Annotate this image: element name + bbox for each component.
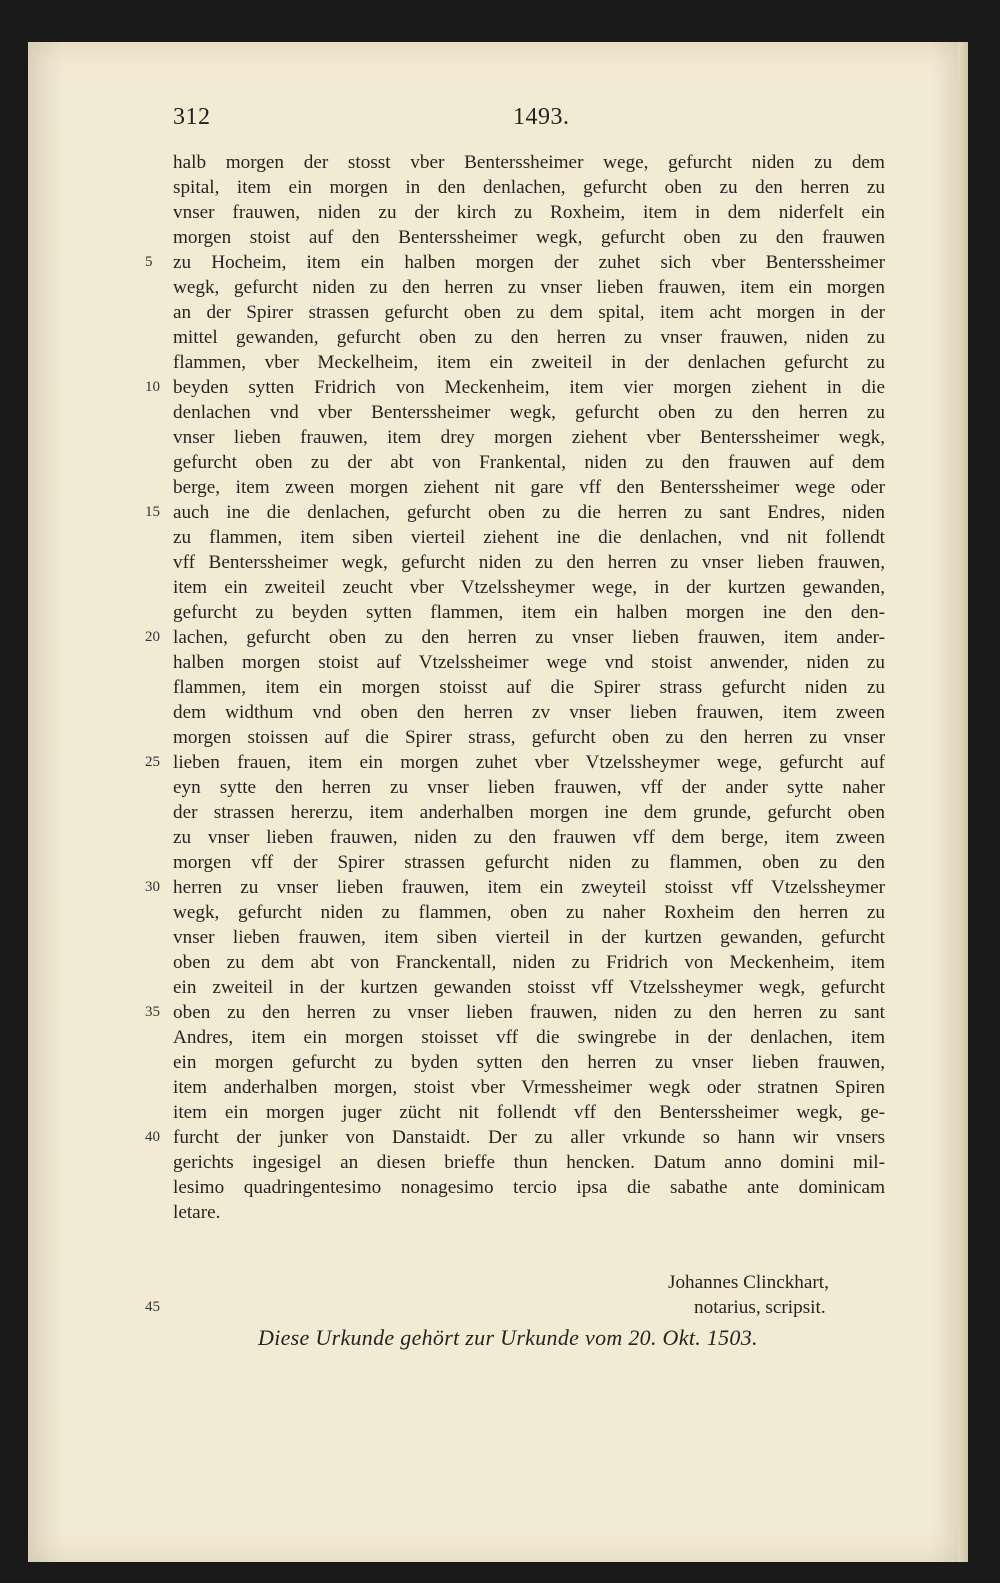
line-number: 25 — [145, 754, 160, 770]
text-line-content: ein zweiteil in der kurtzen gewanden stoisst vff Vtzelssheymer wegk, gefurcht — [173, 977, 885, 998]
text-line-content: zu Hocheim, item ein halben morgen der zuhet sich vber Benterssheimer — [173, 252, 885, 273]
text-line — [173, 1100, 885, 1125]
text-line-content: lachen, gefurcht oben zu den herren zu vnser lieben frauwen, item ander- — [173, 627, 885, 648]
text-line-content: Andres, item ein morgen stoisset vff die swingrebe in der denlachen, item — [173, 1027, 885, 1048]
text-line-content: item anderhalben morgen, stoist vber Vrmessheimer wegk oder stratnen Spiren — [173, 1077, 885, 1098]
text-line-content: flammen, item ein morgen stoisst auf die Spirer strass gefurcht niden zu — [173, 677, 885, 698]
text-line-content: flammen, vber Meckelheim, item ein zweiteil in der denlachen gefurcht zu — [173, 352, 885, 373]
line-number: 45 — [145, 1299, 160, 1315]
text-line — [145, 375, 885, 400]
editorial-note: Diese Urkunde gehört zur Urkunde vom 20. Okt. 1503. — [258, 1325, 758, 1350]
text-line-content: auch ine die denlachen, gefurcht oben zu die herren zu sant Endres, niden — [173, 502, 885, 523]
body-text — [145, 150, 885, 1225]
text-line-content: dem widthum vnd oben den herren zv vnser lieben frauwen, item zween — [173, 702, 885, 723]
text-line-content: herren zu vnser lieben frauwen, item ein zweyteil stoisst vff Vtzelssheymer — [173, 877, 885, 898]
page-number: 312 — [173, 104, 211, 130]
text-line-content: lieben frauen, item ein morgen zuhet vber Vtzelssheymer wege, gefurcht auf — [173, 752, 885, 773]
text-line — [173, 275, 885, 300]
signature-title-line — [145, 1295, 885, 1320]
text-line — [173, 650, 885, 675]
text-line — [173, 600, 885, 625]
text-line — [173, 450, 885, 475]
header-year: 1493. — [513, 104, 570, 130]
text-line-content: zu vnser lieben frauwen, niden zu den frauwen vff dem berge, item zween — [173, 827, 885, 848]
text-line-content: denlachen vnd vber Benterssheimer wegk, gefurcht oben zu den herren zu — [173, 402, 885, 423]
text-line — [173, 175, 885, 200]
text-line-content: morgen stoissen auf die Spirer strass, gefurcht oben zu den herren zu vnser — [173, 727, 885, 748]
text-line — [173, 400, 885, 425]
text-line — [145, 500, 885, 525]
text-line — [173, 575, 885, 600]
page-header — [173, 104, 733, 134]
line-number: 15 — [145, 504, 160, 520]
text-line-content: wegk, gefurcht niden zu den herren zu vnser lieben frauwen, item ein morgen — [173, 277, 885, 298]
text-line-content: halben morgen stoist auf Vtzelssheimer wege vnd stoist anwender, niden zu — [173, 652, 885, 673]
text-line-content: spital, item ein morgen in den denlachen, gefurcht oben zu den herren zu — [173, 177, 885, 198]
line-number: 10 — [145, 379, 160, 395]
line-number: 20 — [145, 629, 160, 645]
text-line — [173, 200, 885, 225]
text-line-content: mittel gewanden, gefurcht oben zu den herren zu vnser frauwen, niden zu — [173, 327, 885, 348]
text-line — [173, 150, 885, 175]
text-line — [173, 775, 885, 800]
line-number: 30 — [145, 879, 160, 895]
text-line — [173, 800, 885, 825]
text-line-content: vnser lieben frauwen, item drey morgen ziehent vber Benterssheimer wegk, — [173, 427, 885, 448]
text-line — [173, 675, 885, 700]
text-line-content: item ein morgen juger zücht nit follendt vff den Benterssheimer wegk, ge- — [173, 1102, 885, 1123]
text-line — [145, 250, 885, 275]
text-line — [145, 750, 885, 775]
text-line-content: eyn sytte den herren zu vnser lieben frauwen, vff der ander sytte naher — [173, 777, 885, 798]
text-line-content: der strassen hererzu, item anderhalben morgen ine dem grunde, gefurcht oben — [173, 802, 885, 823]
text-line-content: gefurcht oben zu der abt von Frankental, niden zu den frauwen auf dem — [173, 452, 885, 473]
text-line-content: vnser frauwen, niden zu der kirch zu Roxheim, item in dem niderfelt ein — [173, 202, 885, 223]
text-line-content: an der Spirer strassen gefurcht oben zu dem spital, item acht morgen in der — [173, 302, 885, 323]
line-number: 35 — [145, 1004, 160, 1020]
text-line — [173, 350, 885, 375]
text-line — [173, 425, 885, 450]
text-line — [145, 1125, 885, 1150]
text-line — [173, 1175, 885, 1200]
text-line — [173, 950, 885, 975]
text-line — [173, 1050, 885, 1075]
text-line-content: lesimo quadringentesimo nonagesimo tercio ipsa die sabathe ante dominicam — [173, 1177, 885, 1198]
signature-block — [145, 1270, 885, 1320]
signature-title: notarius, scripsit. — [694, 1297, 826, 1318]
text-line-content: gerichts ingesigel an diesen brieffe thun hencken. Datum anno domini mil- — [173, 1152, 885, 1173]
text-line — [173, 325, 885, 350]
text-line-content: oben zu den herren zu vnser lieben frauwen, niden zu den herren zu sant — [173, 1002, 885, 1023]
text-line-content: oben zu dem abt von Franckentall, niden zu Fridrich von Meckenheim, item — [173, 952, 885, 973]
text-line — [173, 525, 885, 550]
text-line — [173, 300, 885, 325]
text-line-content: item ein zweiteil zeucht vber Vtzelssheymer wege, in der kurtzen gewanden, — [173, 577, 885, 598]
text-line-content: morgen stoist auf den Benterssheimer wegk, gefurcht oben zu den frauwen — [173, 227, 885, 248]
text-line — [173, 850, 885, 875]
text-line — [173, 975, 885, 1000]
text-line — [173, 825, 885, 850]
text-line — [145, 875, 885, 900]
text-line-content: vnser lieben frauwen, item siben vierteil in der kurtzen gewanden, gefurcht — [173, 927, 885, 948]
text-line — [173, 225, 885, 250]
text-line — [173, 1200, 885, 1225]
line-number: 40 — [145, 1129, 160, 1145]
text-line-content: gefurcht zu beyden sytten flammen, item ein halben morgen ine den den- — [173, 602, 885, 623]
text-line-content: letare. — [173, 1202, 221, 1223]
signature-name-line — [173, 1270, 885, 1295]
text-line-content: furcht der junker von Danstaidt. Der zu aller vrkunde so hann wir vnsers — [173, 1127, 885, 1148]
text-line — [173, 700, 885, 725]
text-line — [173, 725, 885, 750]
text-line — [173, 1150, 885, 1175]
page-edge — [958, 42, 968, 1562]
text-line-content: halb morgen der stosst vber Benterssheimer wege, gefurcht niden zu dem — [173, 152, 885, 173]
text-line — [145, 1000, 885, 1025]
line-number: 5 — [145, 254, 153, 270]
text-line-content: zu flammen, item siben vierteil ziehent ine die denlachen, vnd nit follendt — [173, 527, 885, 548]
signature-name: Johannes Clinckhart, — [668, 1272, 829, 1293]
text-line — [173, 475, 885, 500]
text-line — [173, 550, 885, 575]
text-line-content: morgen vff der Spirer strassen gefurcht niden zu flammen, oben zu den — [173, 852, 885, 873]
text-line-content: wegk, gefurcht niden zu flammen, oben zu naher Roxheim den herren zu — [173, 902, 885, 923]
text-line — [173, 1075, 885, 1100]
text-line-content: vff Benterssheimer wegk, gefurcht niden zu den herren zu vnser lieben frauwen, — [173, 552, 885, 573]
text-line — [145, 625, 885, 650]
text-line-content: beyden sytten Fridrich von Meckenheim, item vier morgen ziehent in die — [173, 377, 885, 398]
text-line-content: berge, item zween morgen ziehent nit gare vff den Benterssheimer wege oder — [173, 477, 885, 498]
text-line — [173, 1025, 885, 1050]
text-line — [173, 900, 885, 925]
text-line-content: ein morgen gefurcht zu byden sytten den herren zu vnser lieben frauwen, — [173, 1052, 885, 1073]
text-line — [173, 925, 885, 950]
